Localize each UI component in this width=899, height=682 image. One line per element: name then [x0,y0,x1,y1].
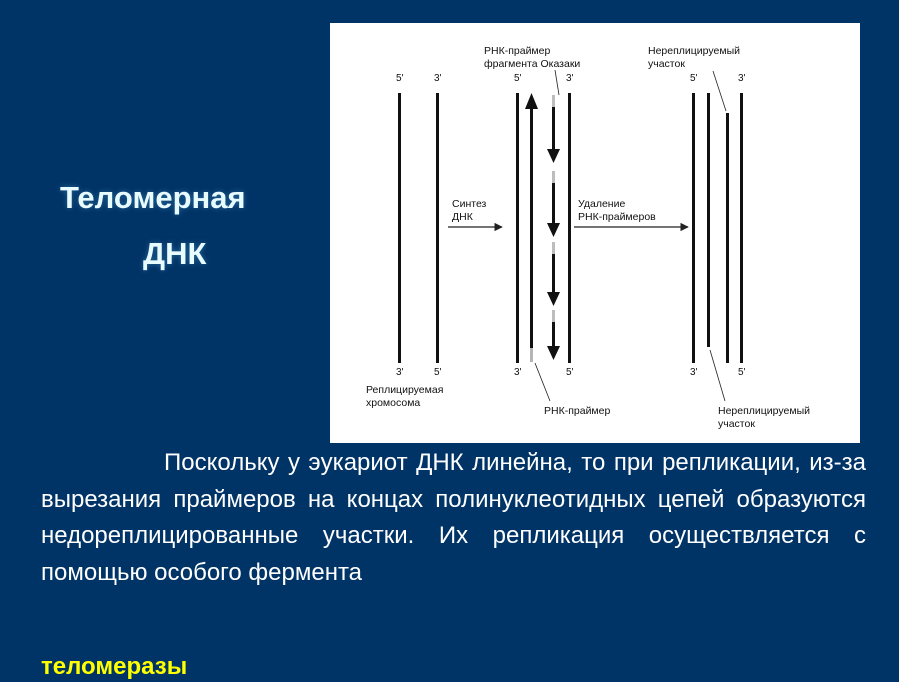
telomerase-highlight: теломеразы [41,653,188,680]
label-primer-fragment-line-1: РНК-праймер [484,45,551,57]
unreplicated-top-pointer [713,71,726,111]
stage3-left-top-end: 5' [690,73,698,84]
okazaki-fragment [552,254,555,292]
label-synthesis-line-2: ДНК [452,211,473,223]
stage2-left-top-end: 5' [514,73,522,84]
stage3-template-right [740,93,743,363]
okazaki-fragments [547,95,560,360]
stage3-new-strand-left [707,93,710,347]
label-removal-line-1: Удаление [578,198,626,210]
slide-title [0,170,330,282]
okazaki-fragment [552,183,555,223]
label-primer-bottom: РНК-праймер [544,405,611,417]
explanation-paragraph [41,445,866,591]
label-unreplicated-bottom-line-2: участок [718,418,755,430]
label-replicating-line-2: хромосома [366,397,421,409]
leading-strand-primer [530,348,533,362]
stage1-left-bottom-end: 3' [396,367,404,378]
title-line-2: ДНК [143,236,207,271]
label-unreplicated-top-line-2: участок [648,58,685,70]
stage2-right-bottom-end: 5' [566,367,574,378]
okazaki-arrowhead [547,149,560,163]
okazaki-arrowhead [547,223,560,237]
stage1-left-top-end: 5' [396,73,404,84]
unreplicated-bottom-pointer [710,350,725,401]
stage2-left-bottom-end: 3' [514,367,522,378]
primer-fragment-pointer [555,70,559,95]
label-unreplicated-top-line-1: Нереплицируемый [648,45,740,57]
stage2-template-left [516,93,519,363]
okazaki-primer [552,310,555,322]
paragraph-text: Поскольку у эукариот ДНК линейна, то при репликации, из-за вырезания праймеров на концах полинуклеотидных цепей образуются недореплицированные участки. Их репликация осуществляется с помощью особого фермента [41,449,866,586]
stage2-template-right [568,93,571,363]
okazaki-primer [552,95,555,107]
okazaki-arrowhead [547,346,560,360]
title-line-1: Теломерная [60,180,246,215]
stage3-template-left [692,93,695,363]
leading-strand [530,105,533,348]
stage3-right-bottom-end: 5' [738,367,746,378]
stage2-right-top-end: 3' [566,73,574,84]
stage3-left-bottom-end: 3' [690,367,698,378]
stage1-right-strand [436,93,439,363]
stage1-right-bottom-end: 5' [434,367,442,378]
okazaki-arrowhead [547,292,560,306]
stage1-left-strand [398,93,401,363]
okazaki-primer [552,242,555,254]
primer-bottom-pointer [535,363,550,401]
label-replicating-line-1: Реплицируемая [366,384,444,396]
okazaki-fragment [552,107,555,149]
stage3-new-strand-right [726,113,729,363]
okazaki-fragment [552,322,555,346]
stage1-right-top-end: 3' [434,73,442,84]
label-removal-line-2: РНК-праймеров [578,211,656,223]
okazaki-primer [552,171,555,183]
figure-svg [330,23,860,443]
label-synthesis-line-1: Синтез [452,198,487,210]
stage3-right-top-end: 3' [738,73,746,84]
label-unreplicated-bottom-line-1: Нереплицируемый [718,405,810,417]
label-primer-fragment-line-2: фрагмента Оказаки [484,58,581,70]
telomere-replication-figure [330,23,860,443]
leading-strand-arrowhead [525,93,538,109]
